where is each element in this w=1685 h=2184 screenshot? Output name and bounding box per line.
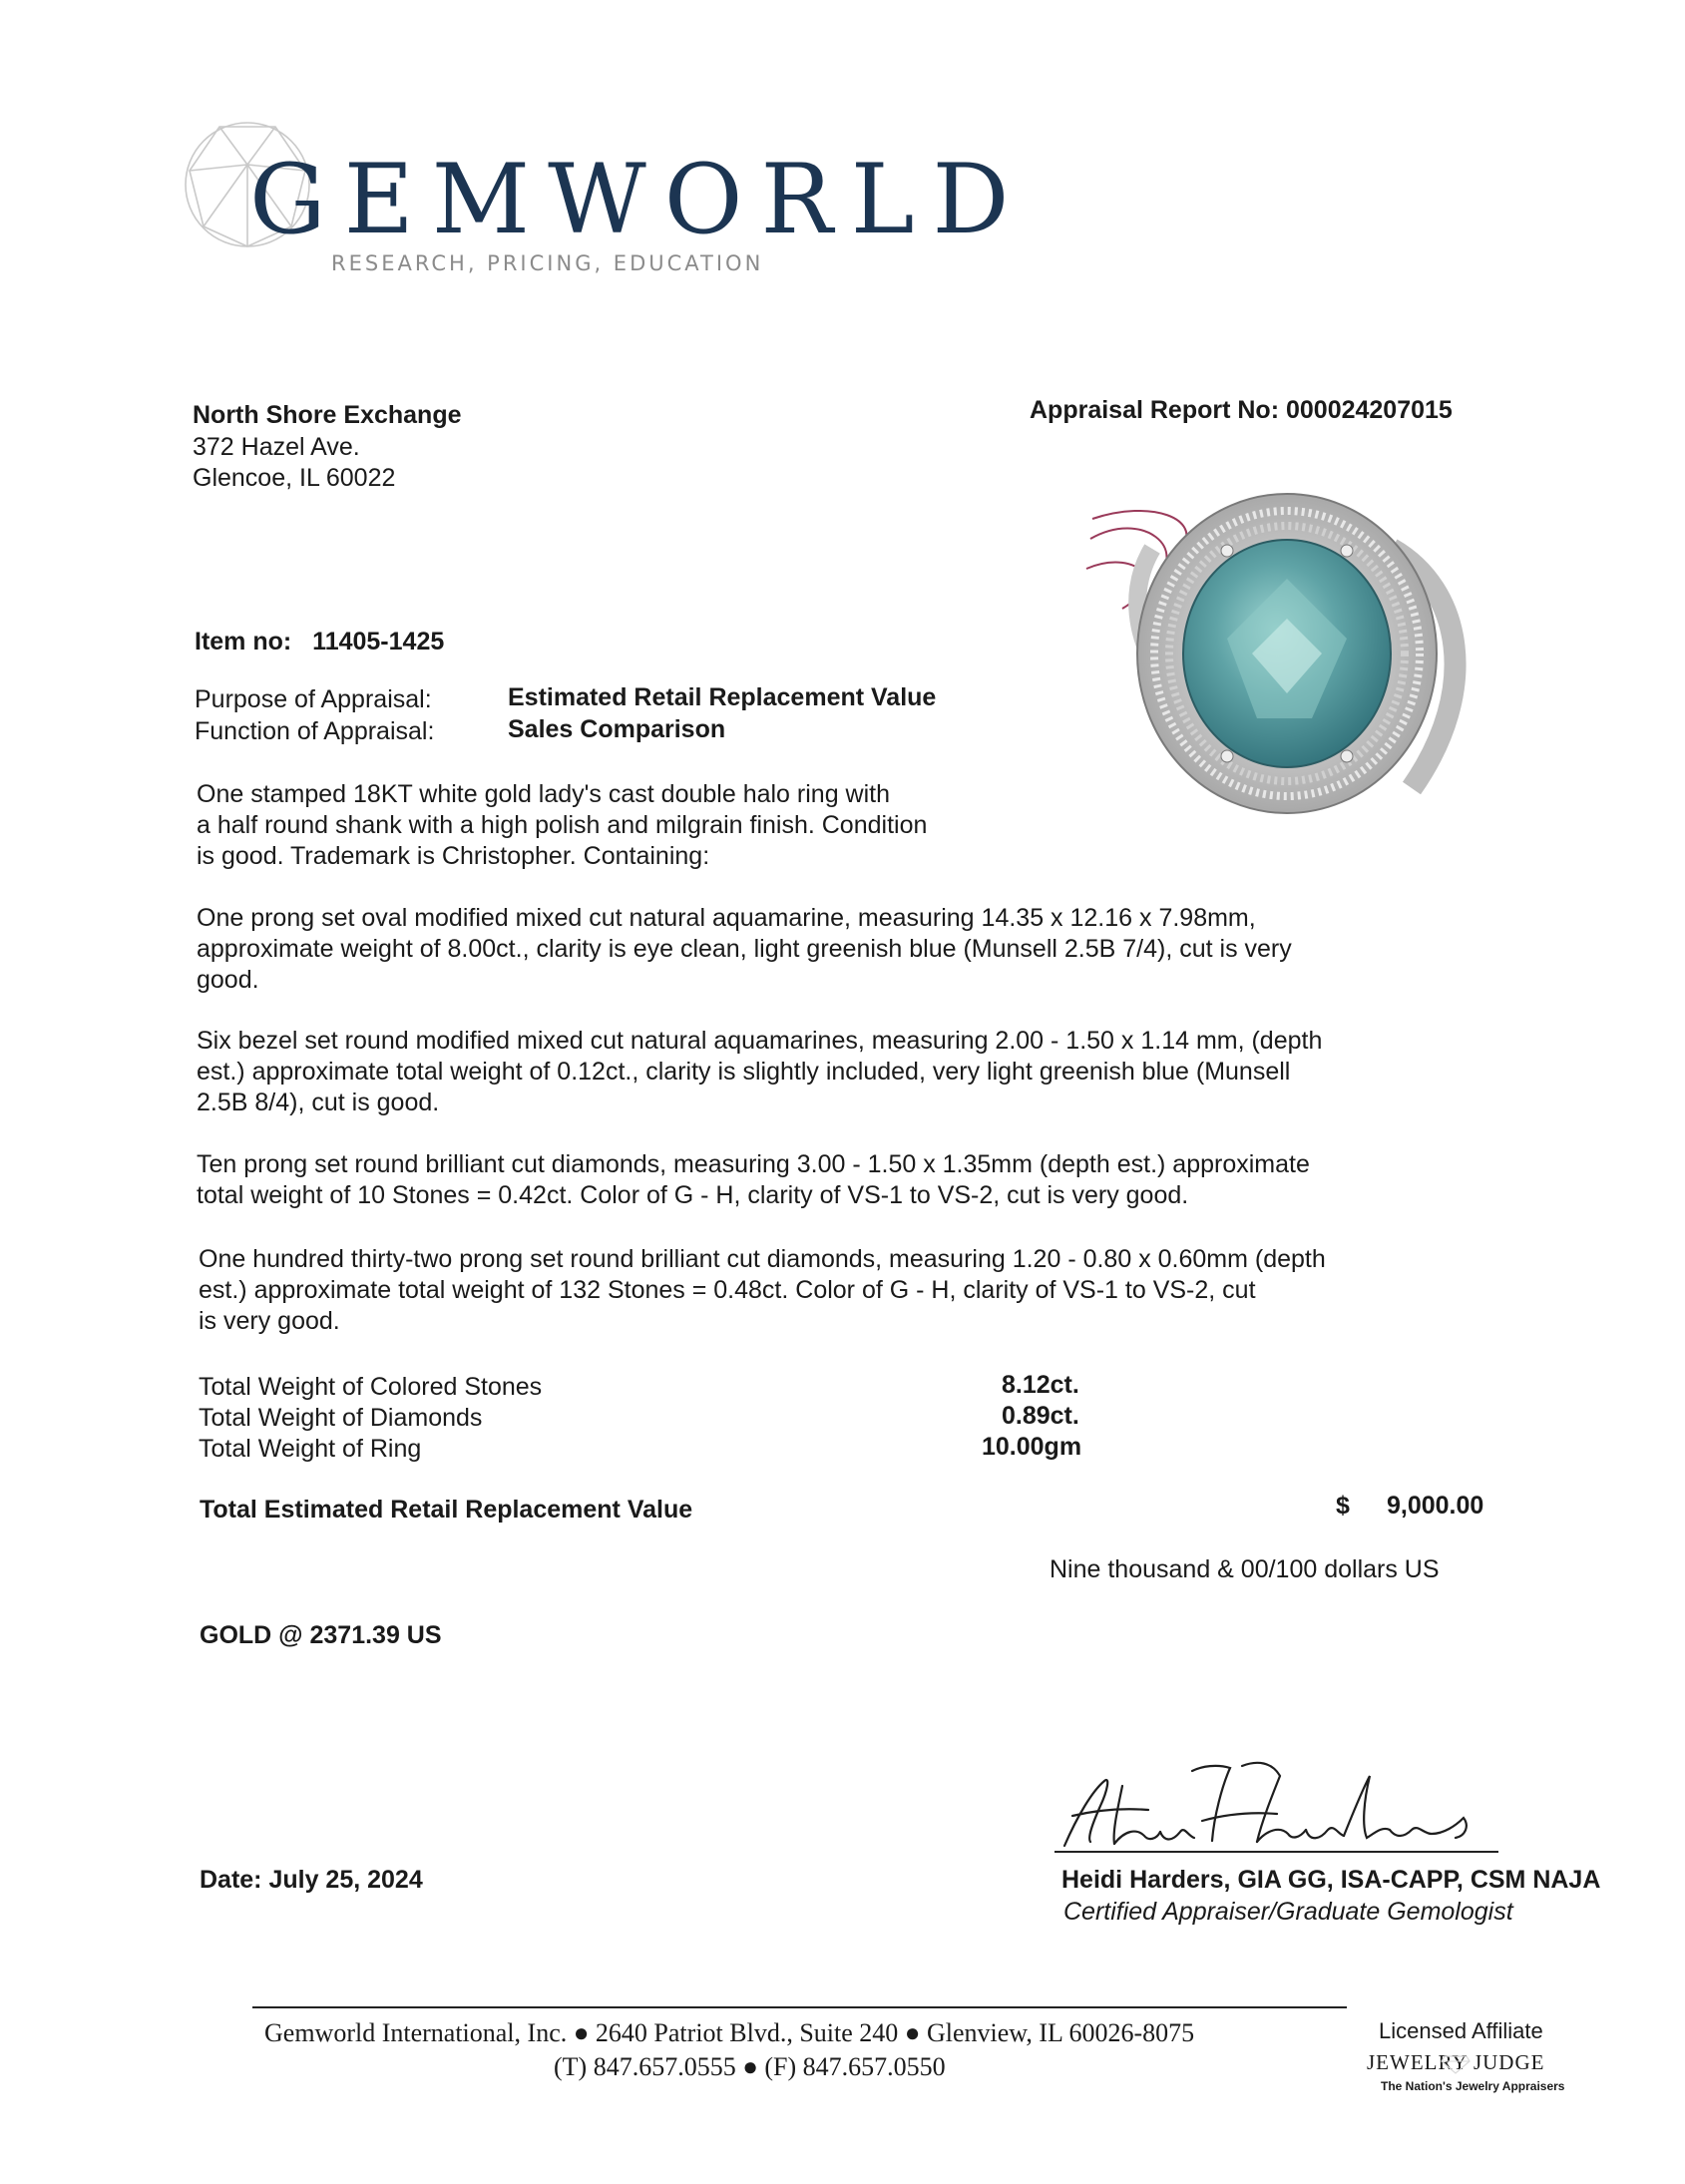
description-line: One prong set oval modified mixed cut natural aquamarine, measuring 14.35 x 12.16 x 7.98mm, xyxy=(197,904,1256,932)
halo-diamonds-description xyxy=(199,1244,1456,1337)
footer-divider xyxy=(252,2006,1347,2008)
total-label: Total Weight of Colored Stones xyxy=(199,1373,543,1401)
client-address-line2: Glencoe, IL 60022 xyxy=(193,464,396,492)
description-line: Six bezel set round modified mixed cut natural aquamarines, measuring 2.00 - 1.50 x 1.14 mm, (depth xyxy=(197,1027,1323,1055)
accent-aquamarines-description xyxy=(197,1026,1454,1118)
affiliate-name: JEWELRY JUDGE xyxy=(1367,2050,1545,2074)
client-name: North Shore Exchange xyxy=(193,401,462,429)
ten-diamonds-description xyxy=(197,1149,1454,1211)
center-stone-description xyxy=(197,903,1454,996)
affiliate-label: Licensed Affiliate xyxy=(1379,2018,1543,2043)
ring-photo xyxy=(1082,489,1481,818)
appraisal-date: Date: July 25, 2024 xyxy=(200,1866,423,1894)
description-line: is good. Trademark is Christopher. Containing: xyxy=(197,842,710,870)
jewelry-judge-gem-icon xyxy=(1441,2054,1471,2074)
total-value: 0.89ct. xyxy=(1002,1402,1079,1430)
function-value: Sales Comparison xyxy=(508,715,726,743)
description-line: 2.5B 8/4), cut is good. xyxy=(197,1089,440,1116)
signature-line xyxy=(1054,1851,1498,1853)
description-line: is very good. xyxy=(199,1307,340,1335)
purpose-label: Purpose of Appraisal: xyxy=(195,685,432,713)
footer-address: Gemworld International, Inc. ● 2640 Patriot Blvd., Suite 240 ● Glenview, IL 60026-8075 xyxy=(264,2018,1195,2047)
item-number-label: Item no: xyxy=(195,628,292,655)
total-value: 10.00gm xyxy=(982,1433,1082,1461)
total-label: Total Weight of Diamonds xyxy=(199,1404,483,1432)
report-number-value: 000024207015 xyxy=(1285,396,1453,424)
replacement-value-label: Total Estimated Retail Replacement Value xyxy=(200,1496,693,1524)
appraiser-signature xyxy=(1053,1746,1501,1856)
footer-phone: (T) 847.657.0555 ● (F) 847.657.0550 xyxy=(554,2052,946,2081)
replacement-value-amount: 9,000.00 xyxy=(1387,1492,1484,1520)
appraiser-name: Heidi Harders, GIA GG, ISA-CAPP, CSM NAJA xyxy=(1061,1866,1601,1894)
currency-symbol: $ xyxy=(1336,1492,1350,1520)
total-label: Total Weight of Ring xyxy=(199,1435,422,1463)
value-in-words: Nine thousand & 00/100 dollars US xyxy=(1050,1555,1440,1583)
total-value: 8.12ct. xyxy=(1002,1371,1079,1399)
client-address-line1: 372 Hazel Ave. xyxy=(193,433,360,461)
item-number xyxy=(195,627,444,657)
appraiser-title: Certified Appraiser/Graduate Gemologist xyxy=(1063,1898,1513,1926)
description-line: total weight of 10 Stones = 0.42ct. Color of G - H, clarity of VS-1 to VS-2, cut is very good. xyxy=(197,1181,1189,1209)
affiliate-tagline: The Nation's Jewelry Appraisers xyxy=(1381,2079,1565,2093)
item-number-value: 11405-1425 xyxy=(312,628,445,655)
description-line: good. xyxy=(197,966,259,994)
company-tagline: RESEARCH, PRICING, EDUCATION xyxy=(331,251,764,275)
description-line: est.) approximate total weight of 0.12ct., clarity is slightly included, very light greenish blue (Munsell xyxy=(197,1058,1291,1086)
purpose-value: Estimated Retail Replacement Value xyxy=(508,683,937,711)
gold-price: GOLD @ 2371.39 US xyxy=(200,1621,442,1649)
company-logo-wordmark: GEMWORLD xyxy=(249,144,1028,255)
description-line: a half round shank with a high polish and milgrain finish. Condition xyxy=(197,811,928,839)
function-label: Function of Appraisal: xyxy=(195,717,435,745)
report-number xyxy=(1030,395,1453,426)
description-line: approximate weight of 8.00ct., clarity is eye clean, light greenish blue (Munsell 2.5B 7/4), cut is very xyxy=(197,935,1292,963)
description-line: One hundred thirty-two prong set round brilliant cut diamonds, measuring 1.20 - 0.80 x 0.60mm (depth xyxy=(199,1245,1326,1273)
description-line: est.) approximate total weight of 132 Stones = 0.48ct. Color of G - H, clarity of VS-1 to VS-2, cut xyxy=(199,1276,1256,1304)
description-line: One stamped 18KT white gold lady's cast double halo ring with xyxy=(197,780,890,808)
report-number-label: Appraisal Report No: xyxy=(1030,396,1280,424)
ring-description xyxy=(197,779,1454,872)
description-line: Ten prong set round brilliant cut diamonds, measuring 3.00 - 1.50 x 1.35mm (depth est.) approximate xyxy=(197,1150,1310,1178)
